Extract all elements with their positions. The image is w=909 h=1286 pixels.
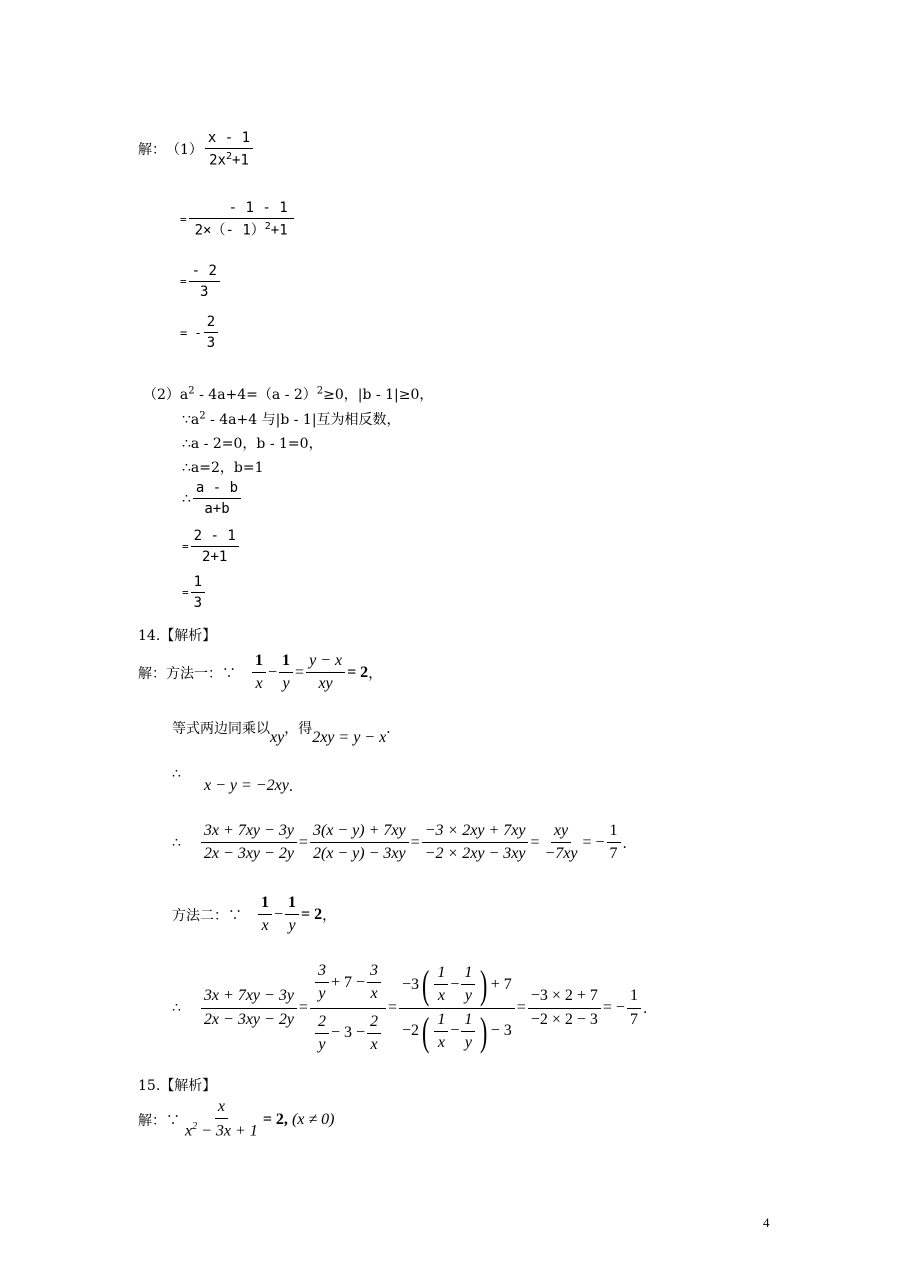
equals-minus: = − — [582, 833, 605, 851]
p13-part2-line2: $\because a^2 - 4a+4$ 与|b - 1|互为相反数， — [182, 410, 401, 428]
p13-step3 — [180, 314, 220, 351]
fraction — [189, 200, 294, 239]
comma: ， — [322, 907, 337, 924]
fraction: $\frac{1}{7}$ — [607, 822, 621, 864]
therefore-sign: ∴ — [172, 834, 181, 851]
rhs: = 2, — [262, 1110, 288, 1128]
period: ． — [622, 835, 637, 852]
fraction — [205, 130, 253, 169]
p13-part2-line4: ∴a=2，b=1 — [182, 460, 264, 476]
numerator: a - b — [193, 480, 241, 499]
p14-method2-given — [172, 894, 336, 936]
denominator: 3 — [200, 284, 209, 301]
p14-chain1: ∴ $\frac{3x + 7xy - 3y}{2x - 3xy - 2y}$ = $\frac{3(x - y) + 7xy}{2(x - y) - 3xy}$ = $\frac{-3 \times 2xy + 7xy}{-2 \times 2xy - 3xy}$ = $\frac{xy}{-7xy}$ = − $\frac{1}{7}$ ． — [172, 822, 637, 863]
therefore-sign: ∴ — [172, 1000, 181, 1017]
p13-step2 — [180, 263, 222, 300]
p14-method1-given — [138, 652, 382, 694]
p13-part2-line1: $(2)a^2 - 4a+4=(a - 2)^2\ge 0$，|b - 1|≥0， — [143, 385, 434, 403]
p13-part2-line5 — [182, 480, 243, 517]
text: 等式两边同乘以 — [172, 721, 270, 737]
fraction — [191, 528, 239, 565]
condition: (x ≠ 0) — [291, 1110, 335, 1128]
equals-sign: = — [295, 663, 305, 681]
complex-fraction: $\frac{3}{y}$ + 7 − $\frac{3}{x}$ $\frac{2}{y}$ − 3 − $\frac{2}{x}$ — [310, 962, 386, 1055]
period: ． — [386, 721, 401, 737]
numerator: 2 - 1 — [191, 528, 239, 547]
equals-minus: = − — [602, 999, 625, 1017]
p15-heading: 15.【解析】 — [138, 1078, 217, 1094]
comma: ， — [368, 665, 383, 682]
numerator: 2 — [204, 314, 218, 333]
method1-label: 解：方法一：∵ — [138, 665, 236, 682]
period: ． — [288, 779, 303, 795]
fraction: $\frac{1}{x}$ — [252, 652, 266, 694]
fraction: $\frac{-3 \times 2 + 7}{-2 \times 2 - 3}$ — [528, 987, 601, 1029]
p13-part2-line3: ∴a - 2=0，b - 1=0， — [182, 436, 323, 452]
xy: xy — [270, 729, 285, 746]
equation: 2xy = y − x — [312, 729, 387, 746]
equals-sign: = — [182, 540, 189, 554]
fraction: $\frac{1}{y}$ — [279, 652, 293, 694]
therefore-sign: ∴ — [172, 766, 181, 782]
fraction: $\frac{1}{x}$ — [258, 894, 272, 936]
equation: x − y = −2xy — [204, 777, 289, 794]
fraction: $\frac{3(x - y) + 7xy}{2(x - y) - 3xy}$ — [310, 822, 409, 864]
answer-label: 解：∵ — [138, 1112, 180, 1129]
period: ． — [642, 1001, 657, 1018]
p14-multiply-line — [172, 718, 401, 746]
numerator: 1 — [191, 574, 205, 593]
equals-minus: = - — [180, 325, 202, 340]
method2-label: 方法二：∵ — [172, 907, 242, 924]
fraction: $\frac{y - x}{xy}$ — [306, 652, 345, 694]
p13-part2-line7 — [182, 574, 207, 611]
denominator: a+b — [204, 501, 230, 518]
denominator: $2x^2+1$ — [209, 151, 249, 169]
p14-heading: 14.【解析】 — [138, 628, 217, 644]
equals-sign: = — [180, 275, 187, 289]
equals-sign: = — [180, 212, 187, 226]
numerator: x - 1 — [205, 130, 253, 149]
fraction: $\frac{3x + 7xy - 3y}{2x - 3xy - 2y}$ — [201, 987, 297, 1029]
text: ，得 — [284, 721, 313, 737]
fraction: $\frac{1}{7}$ — [627, 987, 641, 1029]
equals-sign: = — [182, 586, 189, 600]
fraction — [191, 574, 205, 611]
p15-given — [138, 1098, 334, 1141]
fraction — [189, 263, 220, 300]
p14-therefore1 — [204, 776, 303, 796]
minus-sign: − — [268, 663, 278, 681]
fraction: $\frac{3x + 7xy - 3y}{2x - 3xy - 2y}$ — [201, 822, 297, 864]
p13-part1-start — [138, 130, 255, 169]
denominator: 3 — [206, 335, 216, 352]
minus-sign: − — [274, 905, 284, 923]
fraction — [204, 314, 218, 351]
rhs: = 2 — [347, 663, 369, 681]
complex-fraction: −3 ( $\frac{1}{x}$ − $\frac{1}{y}$ ) + 7 −2 ( $\frac{1}{x}$ − $\frac{1}{y}$ ) − 3 — [399, 964, 515, 1053]
rhs: = 2 — [301, 905, 323, 923]
p14-chain2: ∴ $\frac{3x + 7xy - 3y}{2x - 3xy - 2y}$ = $\frac{3}{y}$ + 7 − $\frac{3}{x}$ $\frac{2}{y}$ − 3 − $\frac{2}{x}$ = −3 ( $\frac{1}{x}$ − $\frac{1}{y}$ ) + 7 −2 ( $\frac{1}{x}$ − $\frac{1}{y}$ ) − 3 = $\frac{-3 \times 2 + 7}{-2 \times 2 - 3}$ = − $\frac{1}{7}$ ． — [172, 961, 657, 1054]
fraction: $\frac{x}{x^2 - 3x + 1}$ — [185, 1098, 258, 1140]
page-number: 4 — [763, 1215, 770, 1230]
therefore-sign: ∴ — [182, 490, 191, 507]
p13-step1 — [180, 200, 296, 239]
fraction: $\frac{xy}{-7xy}$ — [544, 822, 578, 863]
part2-label: （2） — [143, 387, 180, 403]
p13-part2-line6 — [182, 528, 241, 565]
denominator: 3 — [193, 595, 203, 612]
fraction: $\frac{-3 \times 2xy + 7xy}{-2 \times 2xy - 3xy}$ — [422, 822, 529, 864]
denominator: 2×（- 1）$^2$+1 — [194, 221, 288, 239]
part1-label: （1） — [166, 142, 203, 159]
fraction: $\frac{1}{y}$ — [285, 894, 299, 936]
answer-label: 解： — [138, 142, 166, 159]
numerator: - 2 — [189, 263, 220, 282]
numerator: - 1 - 1 — [189, 200, 294, 219]
fraction — [193, 480, 241, 517]
denominator: 2+1 — [202, 549, 228, 566]
